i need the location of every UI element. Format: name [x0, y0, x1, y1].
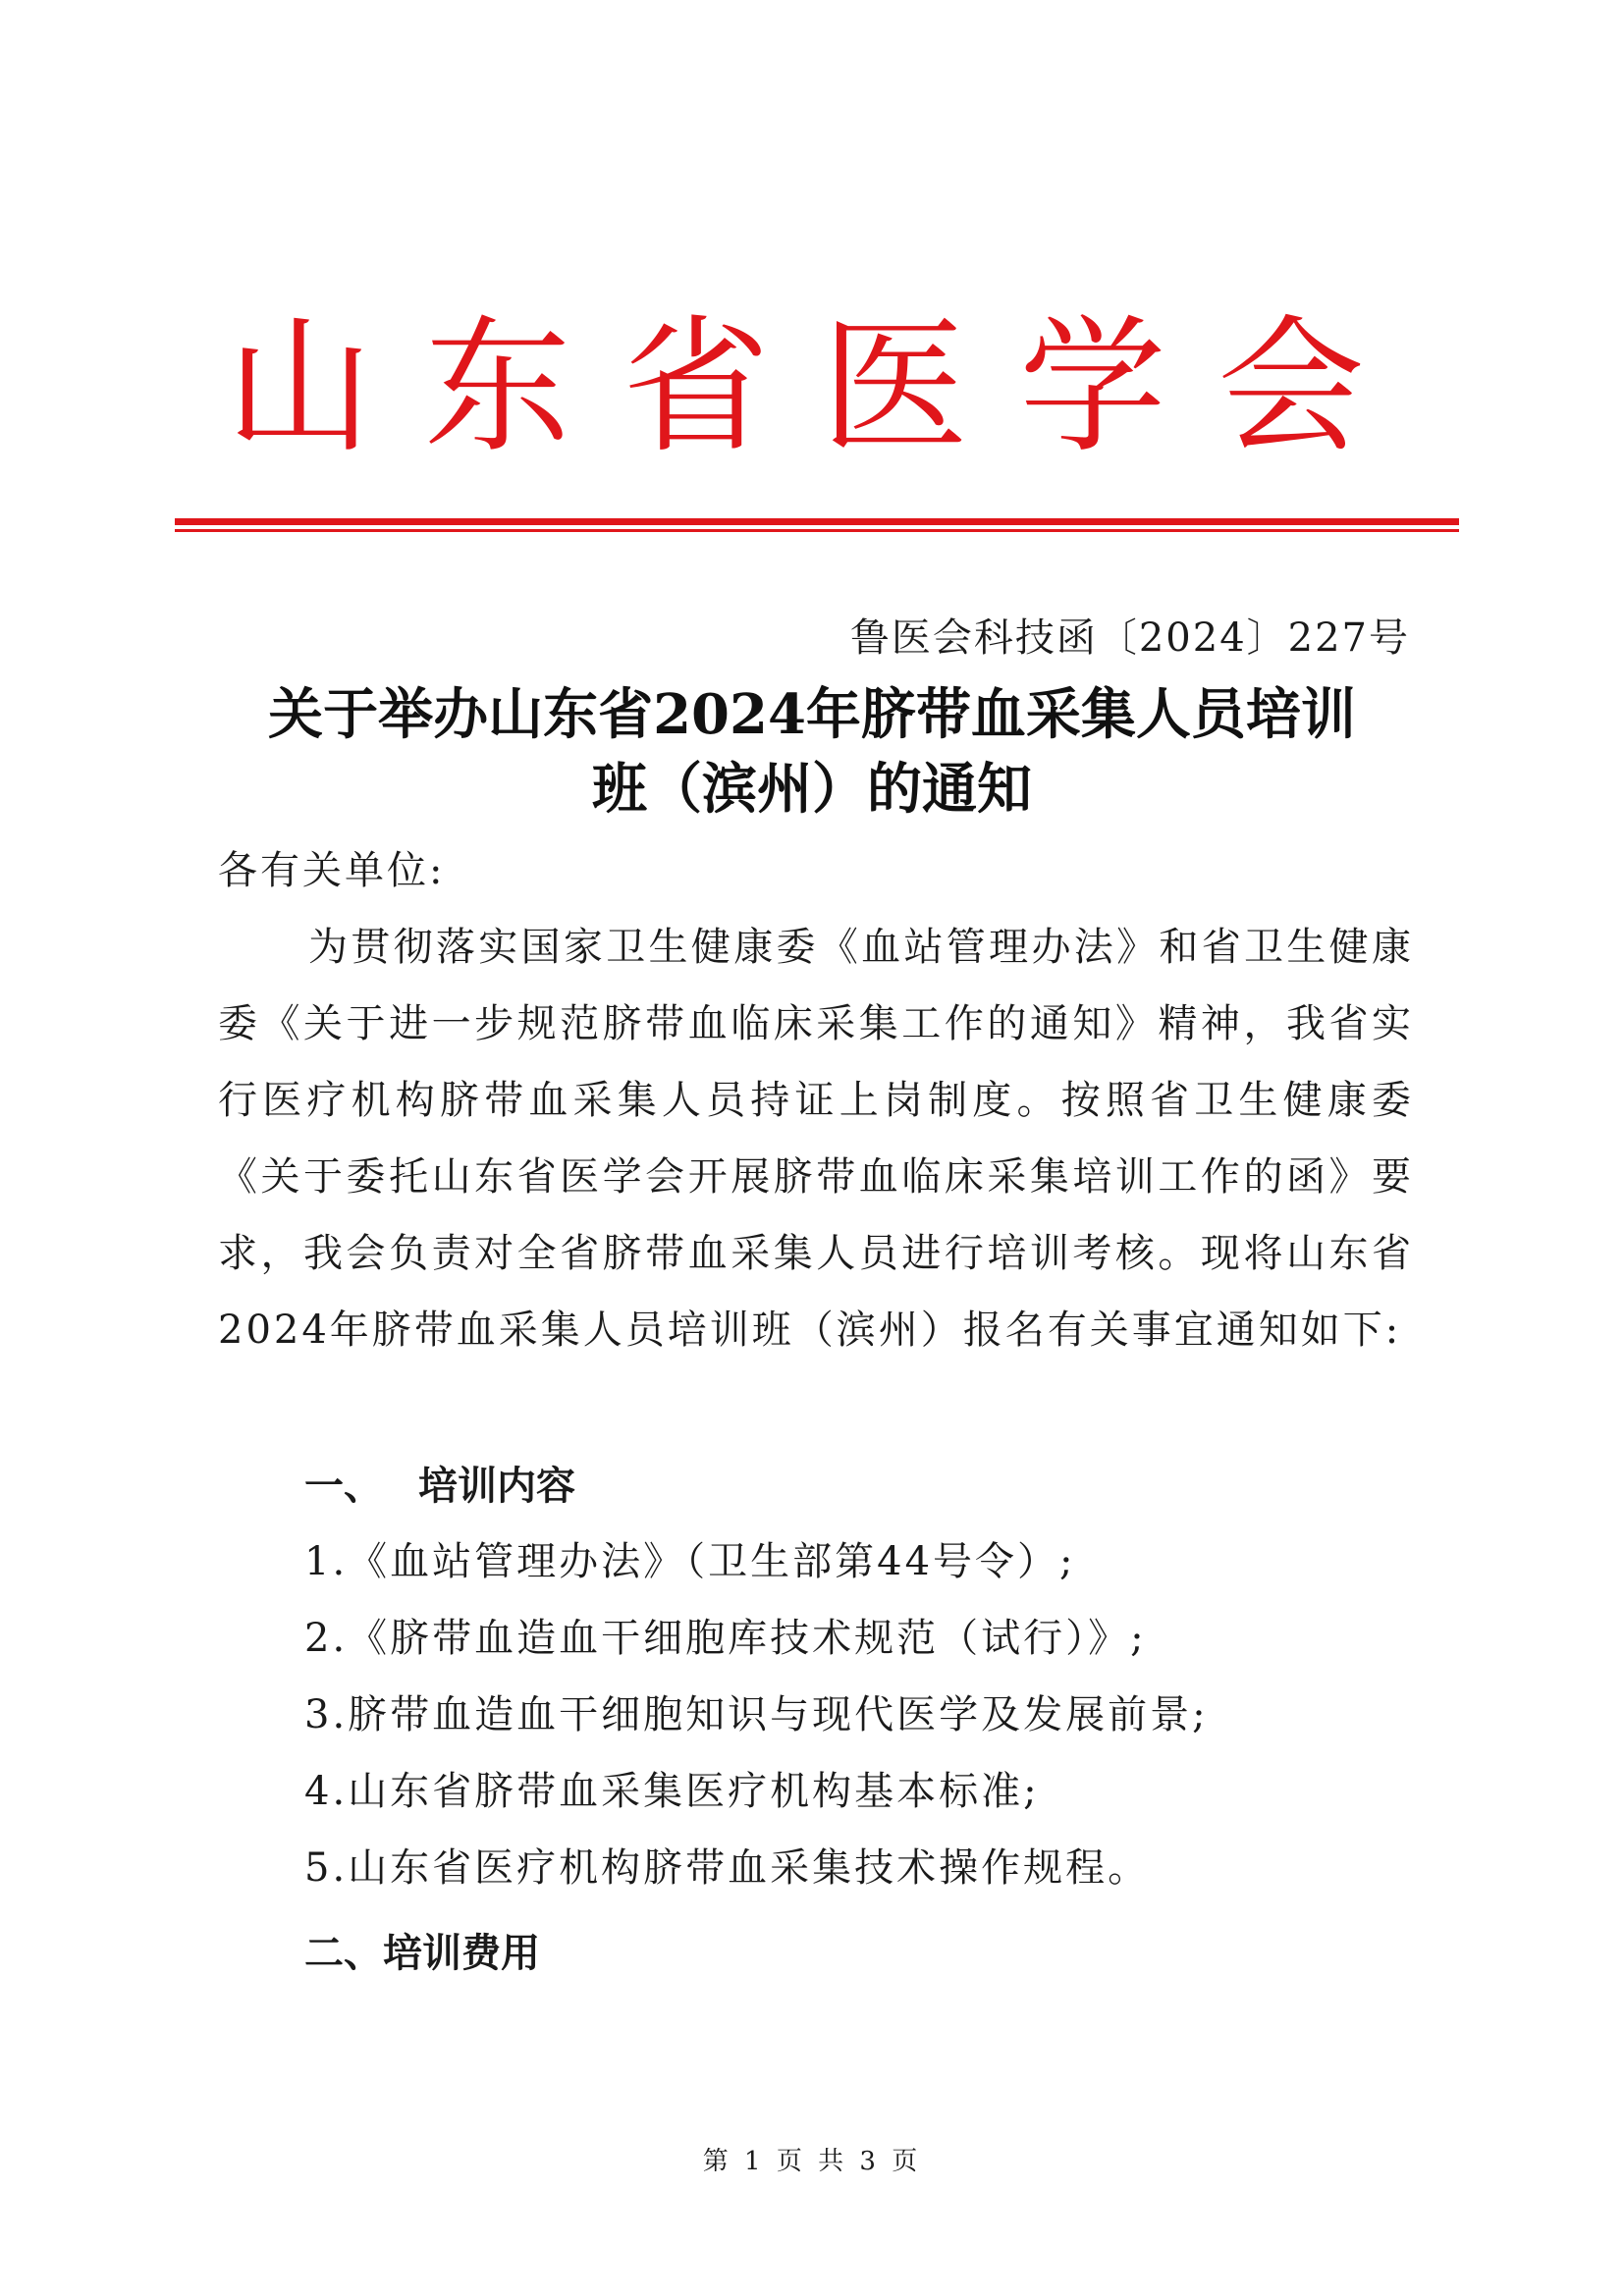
organization-letterhead [226, 302, 1365, 473]
document-title [196, 677, 1428, 827]
section-number: 一、 [304, 1464, 383, 1509]
letterhead-divider-thin [175, 529, 1459, 532]
section-heading-training-content [304, 1457, 575, 1516]
letterhead-char: 会 [1217, 302, 1365, 473]
list-item: 3.脐带血造血干细胞知识与现代医学及发展前景; [304, 1692, 1209, 1737]
section-title: 培训内容 [418, 1464, 575, 1509]
letterhead-char: 山 [226, 302, 374, 473]
page-number-indicator: 第 1 页 共 3 页 [702, 2147, 922, 2176]
document-title-line-2: 班（滨州）的通知 [592, 757, 1032, 822]
section-number: 二、 [304, 1931, 383, 1976]
document-title-line-1: 关于举办山东省2024年脐带血采集人员培训 [268, 682, 1356, 747]
training-content-list [304, 1523, 1414, 1906]
intro-paragraph: 为贯彻落实国家卫生健康委《血站管理办法》和省卫生健康委《关于进一步规范脐带血临床采集工作的通知》精神，我省实行医疗机构脐带血采集人员持证上岗制度。按照省卫生健康委《关于委托山东省医学会开展脐带血临床采集培训工作的函》要求，我会负责对全省脐带血采集人员进行培训考核。现将山东省2024年脐带血采集人员培训班（滨州）报名有关事宜通知如下: [218, 925, 1414, 1353]
section-title: 培训费用 [383, 1931, 540, 1976]
letterhead-char: 东 [423, 302, 571, 473]
letterhead-char: 省 [622, 302, 770, 473]
letterhead-char: 医 [820, 302, 968, 473]
letterhead-char: 学 [1018, 302, 1166, 473]
list-item: 5.山东省医疗机构脐带血采集技术操作规程。 [304, 1845, 1151, 1891]
salutation: 各有关单位: [218, 848, 446, 893]
list-item: 4.山东省脐带血采集医疗机构基本标准; [304, 1769, 1040, 1814]
section-heading-training-fees [304, 1924, 540, 1983]
letterhead-divider-thick [175, 518, 1459, 525]
document-number: 鲁医会科技函〔2024〕227号 [849, 615, 1410, 661]
list-item: 1.《血站管理办法》（卫生部第44号令）; [304, 1539, 1076, 1584]
list-item: 2.《脐带血造血干细胞库技术规范（试行）》; [304, 1616, 1147, 1661]
